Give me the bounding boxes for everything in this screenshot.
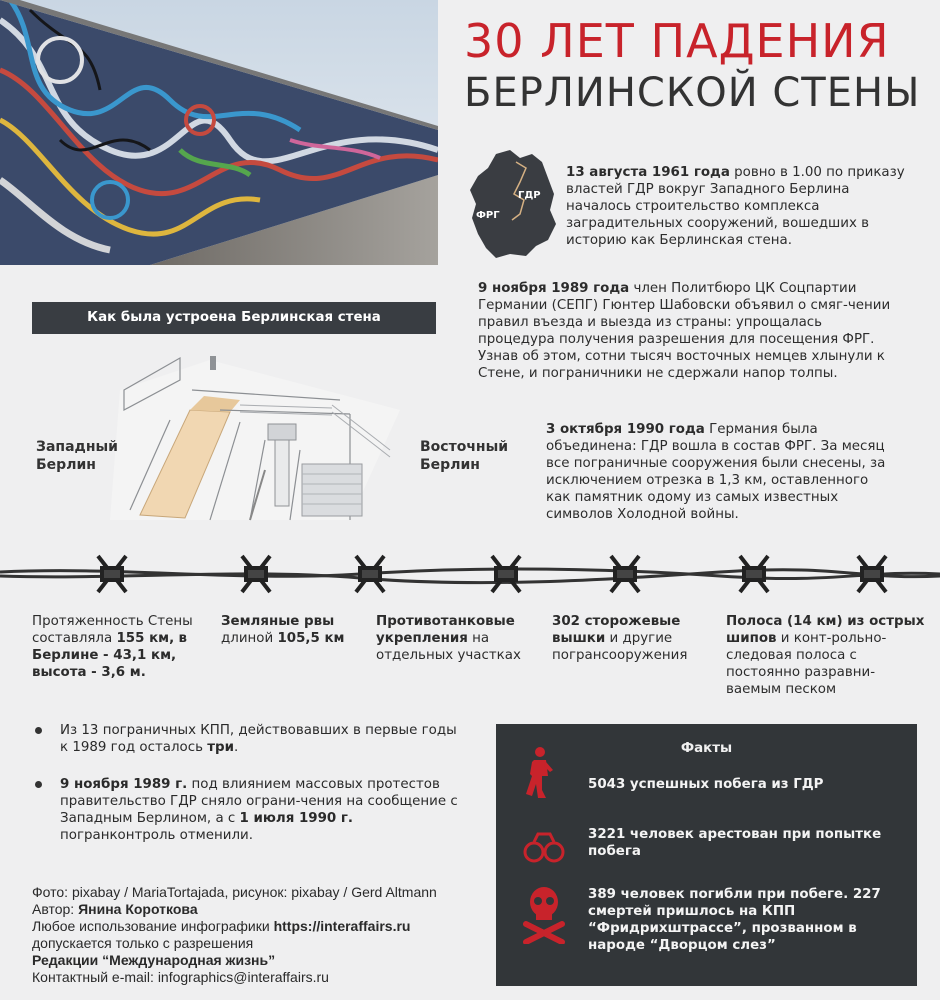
east-berlin-label: Восточный Берлин <box>420 439 509 473</box>
site-link[interactable]: https://interaffairs.ru <box>273 918 411 934</box>
fact-escapes: 5043 успешных побега из ГДР <box>588 777 824 792</box>
skull-crossbones-icon <box>522 884 566 948</box>
photo-credit: Фото: pixabay / MariaTortajada, рисунок: pixabay / Gerd Altmann <box>32 884 437 900</box>
wall-structure-diagram <box>100 350 410 525</box>
handcuffs-icon <box>522 830 566 870</box>
berlin-wall-photo <box>0 0 438 265</box>
author-credit: Автор: Янина Короткова <box>32 901 198 917</box>
fact-deaths: 389 человек погибли при побеге. 227 смертей пришлось на КПП “Фридрихштрассе”, прозванном в народе “Дворцом слез” <box>588 887 881 953</box>
gdr-label: ГДР <box>518 190 541 201</box>
wall-fact-spikes: Полоса (14 км) из острых шипов и конт-рольно-следовая полоса с постоянно разравни-ваемым песком <box>726 614 925 697</box>
editorial-note: Редакции “Международная жизнь” <box>32 952 276 968</box>
barbed-wire-divider <box>0 546 940 606</box>
frg-label: ФРГ <box>476 210 500 221</box>
facts-title: Факты <box>680 741 733 756</box>
running-person-icon <box>524 746 554 802</box>
wall-fact-length: Протяженность Стены составляла 155 км, в Берлине - 43,1 км, высота - 3,6 м. <box>32 614 193 680</box>
credits <box>32 884 482 986</box>
fact-arrests: 3221 человек арестован при попытке побега <box>588 827 882 859</box>
event-1989: 9 ноября 1989 года член Политбюро ЦК Соцпартии Германии (СЕПГ) Гюнтер Шабовски объявил о смяг-чении правил въезда и выезда из страны: упрощалась процедура получения разрешения для посещения ФРГ. Узнав об этом, сотни тысяч восточных немцев хлынули к Стене, и пограничники не сдержали напор толпы. <box>478 281 891 381</box>
diagram-header: Как была устроена Берлинская стена <box>32 302 436 334</box>
title-line-1: 30 ЛЕТ ПАДЕНИЯ <box>464 14 890 68</box>
event-1961: 13 августа 1961 года ровно в 1.00 по приказу властей ГДР вокруг Западного Берлина началось строительство комплекса заградительных сооружений, вошедших в историю как Берлинская стена. <box>566 165 905 248</box>
title-line-2: БЕРЛИНСКОЙ СТЕНЫ <box>464 70 921 116</box>
wall-fact-towers: 302 сторожевые вышки и другие погрансооружения <box>552 614 688 663</box>
usage-note-2: допускается только с разрешения <box>32 935 254 951</box>
bullet-checkpoints: Из 13 пограничных КПП, действовавших в первые годы к 1989 год осталось три. <box>60 722 460 756</box>
germany-map <box>466 148 560 260</box>
email-link[interactable]: infographics@interaffairs.ru <box>157 969 329 985</box>
bullet-border-opening: 9 ноября 1989 г. под влиянием массовых протестов правительство ГДР сняло ограни-чения на сообщение с Западным Берлином, а с 1 июля 1990 г. погранконтроль отменили. <box>60 776 460 844</box>
facts-box <box>496 724 917 986</box>
contact-email: Контактный e-mail: infographics@interaffairs.ru <box>32 969 329 985</box>
usage-note: Любое использование инфографики https://interaffairs.ru <box>32 918 411 934</box>
west-berlin-label: Западный Берлин <box>36 439 118 473</box>
wall-fact-ditches: Земляные рвы длиной 105,5 км <box>221 614 345 646</box>
event-1990: 3 октября 1990 года Германия была объединена: ГДР вошла в состав ФРГ. За месяц все пограничные сооружения были снесены, за исключением отрезка в 1,3 км, оставленного как памятник одому из самых известных символов Холодной войны. <box>546 422 886 522</box>
wall-fact-antitank: Противотанковые укрепления на отдельных участках <box>376 614 521 663</box>
